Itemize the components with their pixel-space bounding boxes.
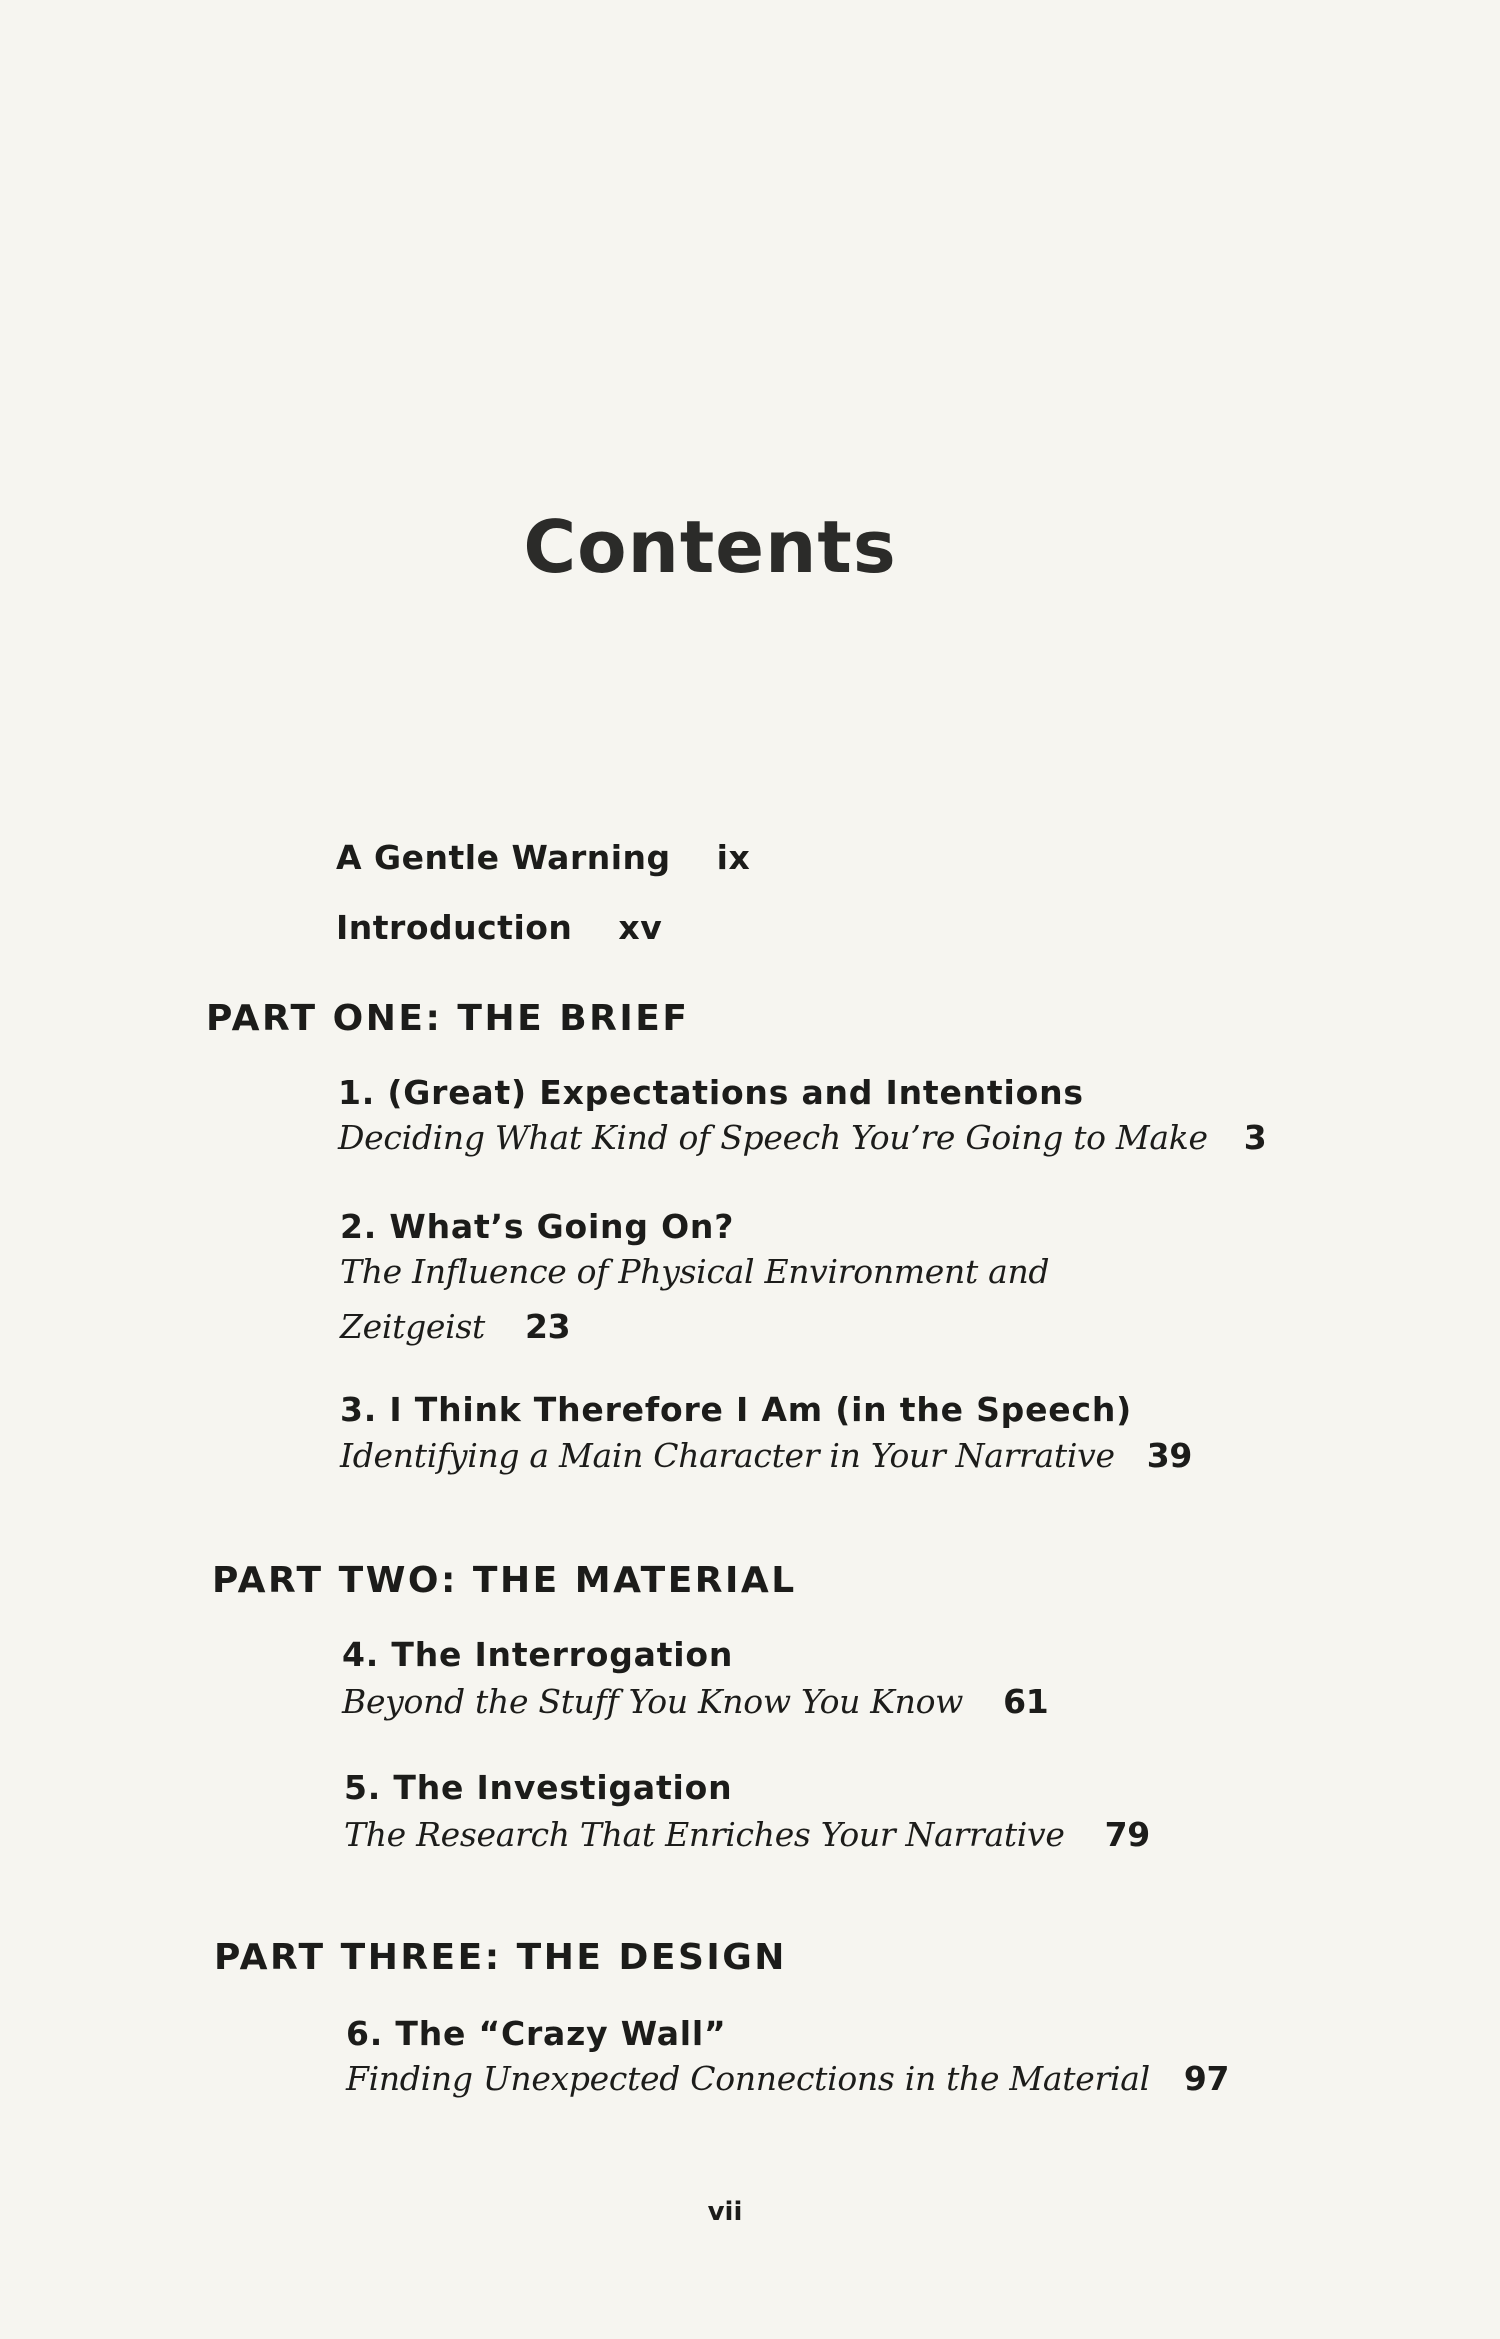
toc-page-number: 61: [1003, 1682, 1049, 1721]
toc-page-number: 79: [1104, 1815, 1150, 1854]
chapter-title: 1. (Great) Expectations and Intentions: [338, 1073, 1084, 1112]
chapter-title: 4. The Interrogation: [342, 1635, 734, 1674]
chapter-subtitle-text: Zeitgeist: [340, 1307, 485, 1346]
chapter-subtitle-text: Deciding What Kind of Speech You’re Going to Make: [338, 1118, 1208, 1157]
chapter-subtitle: The Influence of Physical Environment and: [340, 1252, 1050, 1291]
chapter-subtitle: [338, 1118, 1266, 1157]
toc-entry-label: Introduction: [336, 908, 573, 947]
toc-page-number: 3: [1243, 1118, 1267, 1157]
chapter-title: 2. What’s Going On?: [340, 1207, 735, 1246]
part-heading: PART ONE: THE BRIEF: [206, 998, 690, 1039]
chapter-title: 6. The “Crazy Wall”: [346, 2014, 727, 2053]
page-folio: vii: [707, 2197, 743, 2227]
toc-page-number: ix: [716, 838, 751, 877]
chapter-subtitle-text: Identifying a Main Character in Your Narrative: [340, 1436, 1115, 1475]
toc-entry-introduction: [336, 908, 662, 947]
page-title: Contents: [523, 505, 897, 589]
toc-page-number: 23: [524, 1307, 571, 1346]
toc-page-number: 97: [1183, 2059, 1230, 2098]
chapter-subtitle-text: The Research That Enriches Your Narrative: [344, 1815, 1065, 1854]
chapter-subtitle: [342, 1682, 1048, 1721]
chapter-subtitle: [340, 1436, 1192, 1475]
chapter-subtitle: [344, 1815, 1150, 1854]
chapter-title: 5. The Investigation: [344, 1768, 733, 1807]
toc-page-number: xv: [618, 908, 663, 947]
chapter-subtitle-text: Beyond the Stuff You Know You Know: [342, 1682, 964, 1721]
chapter-subtitle: [340, 1307, 570, 1346]
chapter-subtitle-text: Finding Unexpected Connections in the Material: [346, 2059, 1150, 2098]
toc-page-number: 39: [1146, 1436, 1193, 1475]
part-heading: PART TWO: THE MATERIAL: [212, 1560, 797, 1601]
toc-entry-gentle-warning: [336, 838, 750, 877]
chapter-subtitle: [346, 2059, 1229, 2098]
part-heading: PART THREE: THE DESIGN: [214, 1937, 787, 1978]
toc-entry-label: A Gentle Warning: [336, 838, 671, 877]
chapter-title: 3. I Think Therefore I Am (in the Speech): [340, 1390, 1132, 1429]
